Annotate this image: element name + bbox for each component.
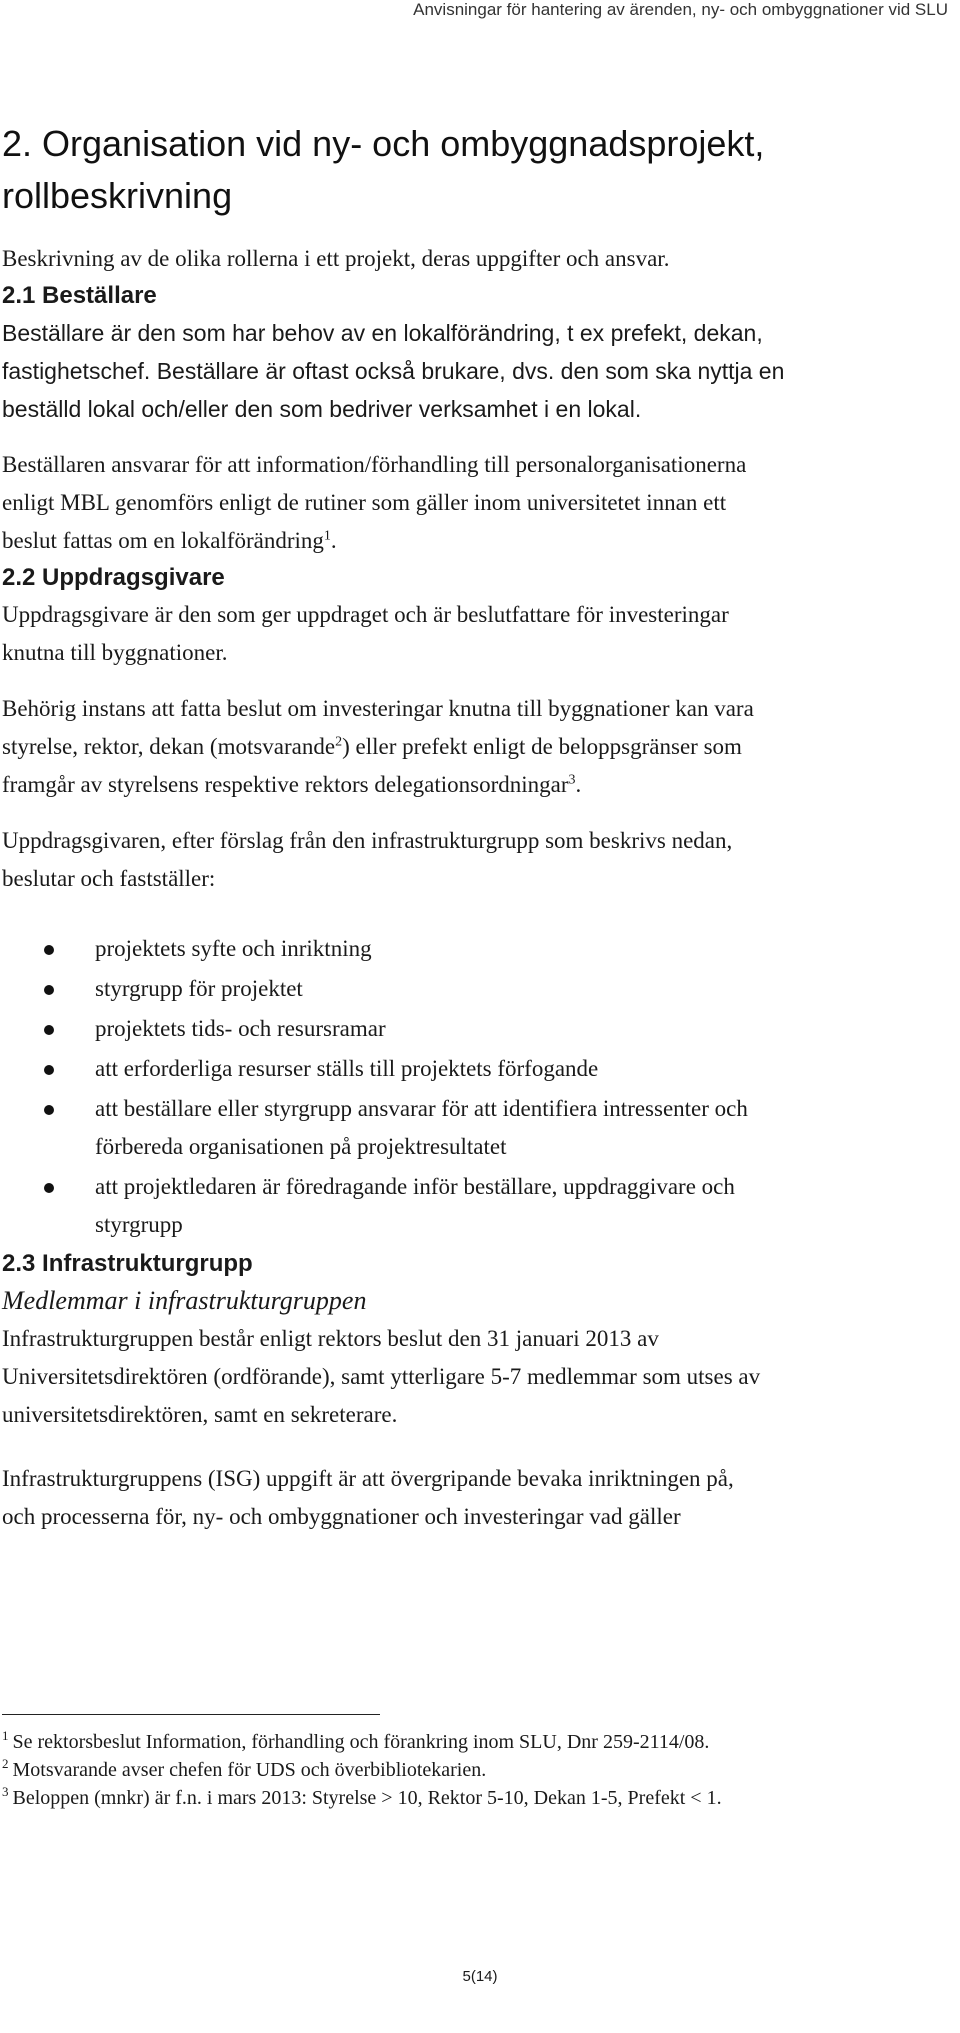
footnote-3: $^3$ Beloppen (mnkr) är f.n. i mars 2013: Styrelse > 10, Rektor 5-10, Dekan 1-5, Prefekt < 1. xyxy=(2,1784,722,1809)
section-heading-bestallare: 2.1 Beställare xyxy=(2,282,157,309)
bestallare-paragraph-2: Beställaren ansvarar för att information/förhandling till personalorganisationerna enligt MBL genomförs enligt de rutiner som gäller inom universitetet innan ett beslut fattas om en lokalförändring$^1$. xyxy=(2,452,747,553)
section-heading-infrastrukturgrupp: 2.3 Infrastrukturgrupp xyxy=(2,1250,253,1277)
uppdragsgivare-paragraph-2: Behörig instans att fatta beslut om investeringar knutna till byggnationer kan vara styrelse, rektor, dekan (motsvarande$^2$) eller prefekt enligt de beloppsgränser som framgår av styrelsens respektive rektors delegationsordningar$^3$. xyxy=(2,696,754,797)
list-item: att erforderliga resurser ställs till projektets förfogande xyxy=(2,1050,950,1088)
uppdragsgivare-bullet-list xyxy=(2,930,950,1244)
chapter-title xyxy=(2,118,950,222)
bullet-icon xyxy=(44,1105,54,1115)
bullet-icon xyxy=(44,1025,54,1035)
uppdragsgivare-paragraph-3: Uppdragsgivaren, efter förslag från den infrastrukturgrupp som beskrivs nedan, beslutar och fastställer: xyxy=(2,828,733,891)
chapter-title-line1: 2. Organisation vid ny- och ombyggnadsprojekt, xyxy=(2,123,765,164)
bullet-icon xyxy=(44,1065,54,1075)
bestallare-paragraph-1: Beställare är den som har behov av en lokalförändring, t ex prefekt, dekan, fastighetschef. Beställare är oftast också brukare, dvs. den som ska nyttja en beställd lokal och/eller den som bedriver verksamhet i en lokal. xyxy=(2,320,785,422)
bullet-icon xyxy=(44,985,54,995)
footnote-ref-2[interactable]: 2 xyxy=(335,734,343,750)
footnote-2: $^2$ Motsvarande avser chefen för UDS och överbibliotekarien. xyxy=(2,1756,487,1781)
infrastrukturgrupp-paragraph-1: Infrastrukturgruppen består enligt rektors beslut den 31 januari 2013 av Universitetsdirektören (ordförande), samt ytterligare 5-7 medlemmar som utses av universitetsdirektören, samt en sekreterare. xyxy=(2,1326,761,1427)
list-item: projektets tids- och resursramar xyxy=(2,1010,950,1048)
footnotes xyxy=(2,1728,957,1812)
infrastrukturgrupp-paragraph-2: Infrastrukturgruppens (ISG) uppgift är att övergripande bevaka inriktningen på, och processerna för, ny- och ombyggnationer och investeringar vad gäller xyxy=(2,1466,734,1529)
document-body xyxy=(2,118,950,1536)
uppdragsgivare-paragraph-1: Uppdragsgivare är den som ger uppdraget och är beslutfattare för investeringar knutna till byggnationer. xyxy=(2,602,729,665)
bullet-icon xyxy=(44,945,54,955)
list-item: styrgrupp för projektet xyxy=(2,970,950,1008)
chapter-intro: Beskrivning av de olika rollerna i ett projekt, deras uppgifter och ansvar. xyxy=(2,246,670,271)
running-header-title: Anvisningar för hantering av ärenden, ny- och ombyggnationer vid SLU xyxy=(413,0,948,19)
section-heading-uppdragsgivare: 2.2 Uppdragsgivare xyxy=(2,564,225,591)
subsection-heading-medlemmar: Medlemmar i infrastrukturgruppen xyxy=(2,1286,367,1315)
footnote-divider xyxy=(2,1714,380,1715)
footnote-1: $^1$ Se rektorsbeslut Information, förhandling och förankring inom SLU, Dnr 259-2114/08. xyxy=(2,1728,710,1753)
chapter-title-line2: rollbeskrivning xyxy=(2,175,233,216)
bullet-icon xyxy=(44,1183,54,1193)
running-header xyxy=(0,0,960,20)
list-item: att beställare eller styrgrupp ansvarar för att identifiera intressenter och förbereda organisationen på projektresultatet xyxy=(2,1090,950,1166)
page-number: 5(14) xyxy=(462,1968,498,1985)
list-item: projektets syfte och inriktning xyxy=(2,930,950,968)
footnote-ref-3[interactable]: 3 xyxy=(568,772,576,788)
list-item: att projektledaren är föredragande inför beställare, uppdraggivare och styrgrupp xyxy=(2,1168,950,1244)
footnote-ref-1[interactable]: 1 xyxy=(323,528,331,544)
